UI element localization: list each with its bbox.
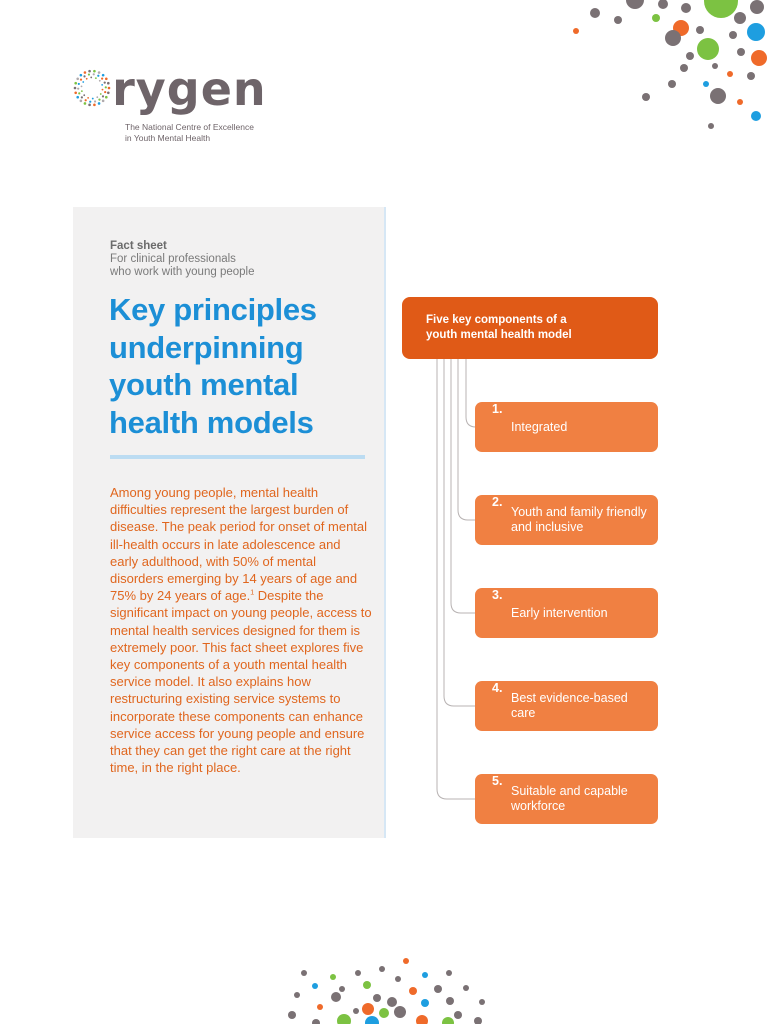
connector-5 (437, 359, 476, 799)
audience-line1: For clinical professionals (110, 253, 236, 265)
logo-tagline-line1: The National Centre of Excellence (125, 122, 254, 132)
title-line4: health models (109, 404, 314, 440)
audience-line2: who work with young people (110, 266, 255, 278)
connector-3 (451, 359, 476, 613)
component-label: Early intervention (511, 605, 608, 620)
component-number: 2. (492, 495, 503, 509)
component-number: 1. (492, 402, 503, 416)
component-box-5 (475, 774, 658, 824)
reference-marker[interactable]: 1 (250, 589, 255, 597)
title-line2: underpinning (109, 329, 304, 365)
component-number: 4. (492, 681, 503, 695)
component-box-3 (475, 588, 658, 638)
component-box-2 (475, 495, 658, 545)
component-label: Integrated (511, 419, 568, 434)
component-number: 3. (492, 588, 503, 602)
component-box-4 (475, 681, 658, 731)
intro-text-part1: Among young people, mental health difficulties represent the largest burden of disease. The peak period for onset of mental ill-health occurs in late adolescence and early adulthood, with 50% of mental disorders emerging by 14 years of age and 75% by 24 years of age. (110, 485, 368, 604)
component-label: Best evidence-based care (511, 691, 628, 720)
fact-sheet-label: Fact sheet (110, 240, 167, 252)
component-label: Youth and family friendly and inclusive (511, 505, 647, 534)
diagram-header-box (402, 297, 658, 359)
logo-letters-rest: rygen (112, 62, 267, 116)
connector-4 (444, 359, 476, 706)
diagram-header-line1: Five key components of a (426, 314, 567, 326)
logo-tagline-line2: in Youth Mental Health (125, 133, 211, 143)
title-line3: youth mental (109, 367, 299, 402)
component-label: Suitable and capable workforce (511, 784, 628, 813)
intro-text-part2: Despite the significant impact on young people, access to mental health services designed for them is extremely poor. This fact sheet explores five key components of a youth mental health service model. It also explains how restructuring existing service systems to incorporate these components can enhance service access for young people and ensure that they can get the right care at the right time, in the right place. (110, 588, 372, 776)
component-number: 5. (492, 774, 503, 788)
diagram-header-line2: youth mental health model (426, 329, 572, 341)
component-box-1 (475, 402, 658, 452)
connector-2 (458, 359, 476, 520)
title-line1: Key principles (109, 292, 317, 327)
